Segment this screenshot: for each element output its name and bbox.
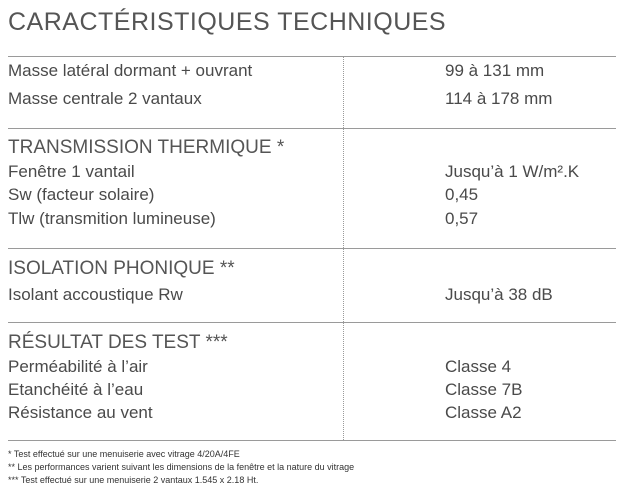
spec-value: 0,57 [445, 209, 479, 228]
spec-value: Jusqu’à 1 W/m².K [445, 162, 580, 181]
spec-value: Classe A2 [445, 403, 522, 422]
spec-label: Masse latéral dormant + ouvrant [8, 61, 253, 80]
spec-row [8, 162, 616, 186]
footnote: *** Test effectué sur une menuiserie 2 vantaux 1.545 x 2.18 Ht. [8, 475, 259, 485]
spec-row [8, 89, 616, 113]
footnote-divider [8, 440, 616, 441]
spec-row [8, 285, 616, 309]
spec-label: Perméabilité à l’air [8, 357, 148, 376]
page-title: CARACTÉRISTIQUES TECHNIQUES [8, 8, 447, 36]
spec-label: Résistance au vent [8, 403, 153, 422]
spec-label: Etanchéité à l’eau [8, 380, 144, 399]
spec-row [8, 185, 616, 209]
spec-label: Sw (facteur solaire) [8, 185, 155, 204]
spec-label: Fenêtre 1 vantail [8, 162, 135, 181]
spec-label: Masse centrale 2 vantaux [8, 89, 202, 108]
section-heading-tests: RÉSULTAT DES TEST *** [8, 332, 228, 353]
section-divider [8, 56, 616, 57]
footnote: * Test effectué sur une menuiserie avec vitrage 4/20A/4FE [8, 449, 240, 459]
section-divider [8, 128, 616, 129]
spec-row [8, 380, 616, 404]
spec-value: Jusqu’à 38 dB [445, 285, 553, 304]
spec-value: 99 à 131 mm [445, 61, 545, 80]
section-heading-thermal: TRANSMISSION THERMIQUE * [8, 137, 285, 158]
spec-value: 0,45 [445, 185, 479, 204]
spec-row [8, 357, 616, 381]
spec-value: Classe 4 [445, 357, 512, 376]
section-heading-acoustic: ISOLATION PHONIQUE ** [8, 258, 235, 279]
spec-label: Tlw (transmition lumineuse) [8, 209, 216, 228]
section-divider [8, 322, 616, 323]
spec-value: Classe 7B [445, 380, 523, 399]
footnote: ** Les performances varient suivant les dimensions de la fenêtre et la nature du vitrage [8, 462, 355, 472]
section-divider [8, 248, 616, 249]
spec-row [8, 209, 616, 233]
spec-label: Isolant accoustique Rw [8, 285, 183, 304]
spec-row [8, 403, 616, 427]
spec-value: 114 à 178 mm [445, 89, 553, 108]
spec-row [8, 61, 616, 85]
